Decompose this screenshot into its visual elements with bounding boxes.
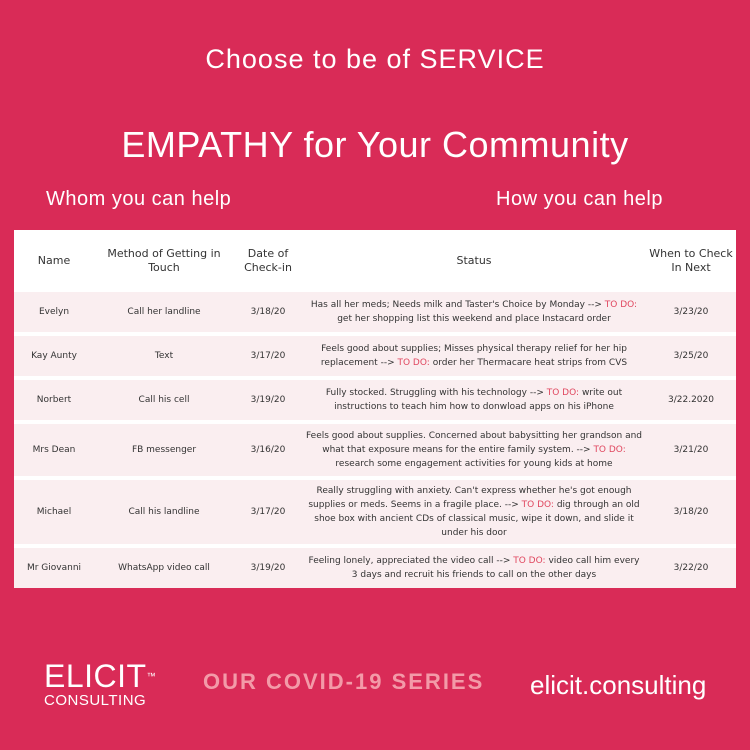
name-cell: Michael <box>14 480 94 544</box>
column-header: Date of Check-in <box>234 234 302 288</box>
method-cell: Call his landline <box>94 480 234 544</box>
table-header-row <box>14 234 736 288</box>
column-header: Name <box>14 234 94 288</box>
todo-label: TO DO: <box>521 500 554 510</box>
column-header: When to Check In Next <box>646 234 736 288</box>
method-cell: Text <box>94 336 234 376</box>
name-cell: Mrs Dean <box>14 424 94 476</box>
column-header: Status <box>302 234 646 288</box>
name-cell: Norbert <box>14 380 94 420</box>
name-cell: Mr Giovanni <box>14 548 94 588</box>
method-cell: WhatsApp video call <box>94 548 234 588</box>
subheading: Choose to be of SERVICE <box>205 44 545 74</box>
status-text: Fully stocked. Struggling with his technology --> <box>325 388 547 398</box>
table-row <box>14 336 736 376</box>
headline: EMPATHY for Your Community <box>121 124 629 165</box>
status-text: write out instructions to teach him how to donwload apps on his iPhone <box>334 388 623 412</box>
next-date-cell: 3/22.2020 <box>646 380 736 420</box>
method-cell: FB messenger <box>94 424 234 476</box>
next-date-cell: 3/25/20 <box>646 336 736 376</box>
status-cell <box>302 380 646 420</box>
date-cell: 3/19/20 <box>234 548 302 588</box>
next-date-cell: 3/22/20 <box>646 548 736 588</box>
name-cell: Evelyn <box>14 292 94 332</box>
table-row <box>14 480 736 544</box>
todo-label: TO DO: <box>397 358 430 368</box>
status-cell <box>302 292 646 332</box>
next-date-cell: 3/21/20 <box>646 424 736 476</box>
checkin-table <box>14 230 736 592</box>
table-row <box>14 380 736 420</box>
next-date-cell: 3/23/20 <box>646 292 736 332</box>
how-label: How you can help <box>496 188 663 210</box>
todo-label: TO DO: <box>604 300 638 310</box>
table-row <box>14 424 736 476</box>
status-cell <box>302 480 646 544</box>
logo-wordmark <box>44 660 156 692</box>
status-text: Feeling lonely, appreciated the video call --> <box>308 556 514 566</box>
status-text: get her shopping list this weekend and place Instacard order <box>337 314 611 324</box>
todo-label: TO DO: <box>546 388 580 398</box>
status-text: dig through an old shoe box with ancient CDs of classical music, wipe it down, and slide it under his door <box>314 500 640 538</box>
status-text: video call him every 3 days and recruit his friends to call on the other days <box>351 556 640 580</box>
status-text: Has all her meds; Needs milk and Taster's Choice by Monday --> <box>310 300 605 310</box>
name-cell: Kay Aunty <box>14 336 94 376</box>
table-row <box>14 292 736 332</box>
status-cell <box>302 336 646 376</box>
method-cell: Call her landline <box>94 292 234 332</box>
website-link[interactable]: elicit.consulting <box>530 670 707 700</box>
status-text: order her Thermacare heat strips from CVS <box>429 358 628 368</box>
date-cell: 3/17/20 <box>234 336 302 376</box>
date-cell: 3/18/20 <box>234 292 302 332</box>
status-text: Really struggling with anxiety. Can't express whether he's got enough supplies or meds. Seems in a fragile place. --> <box>308 486 632 510</box>
column-header: Method of Getting in Touch <box>94 234 234 288</box>
logo-name: ELICIT <box>44 658 147 694</box>
status-text: research some engagement activities for young kids at home <box>335 459 613 469</box>
status-cell <box>302 548 646 588</box>
date-cell: 3/16/20 <box>234 424 302 476</box>
date-cell: 3/17/20 <box>234 480 302 544</box>
trademark-mark: ™ <box>146 671 157 681</box>
todo-label: TO DO: <box>513 556 546 566</box>
logo-subtitle: CONSULTING <box>44 692 147 709</box>
date-cell: 3/19/20 <box>234 380 302 420</box>
series-title: OUR COVID-19 SERIES <box>203 669 485 694</box>
status-text: Feels good about supplies; Misses physical therapy relief for her hip replacement --> <box>320 344 627 368</box>
elicit-logo <box>44 660 156 710</box>
spreadsheet <box>14 230 736 580</box>
todo-label: TO DO: <box>593 445 626 455</box>
status-text: Feels good about supplies. Concerned about babysitting her grandson and what that exposure means for the entire family system. --> <box>306 431 643 455</box>
whom-label: Whom you can help <box>46 188 232 210</box>
next-date-cell: 3/18/20 <box>646 480 736 544</box>
method-cell: Call his cell <box>94 380 234 420</box>
status-cell <box>302 424 646 476</box>
table-row <box>14 548 736 588</box>
